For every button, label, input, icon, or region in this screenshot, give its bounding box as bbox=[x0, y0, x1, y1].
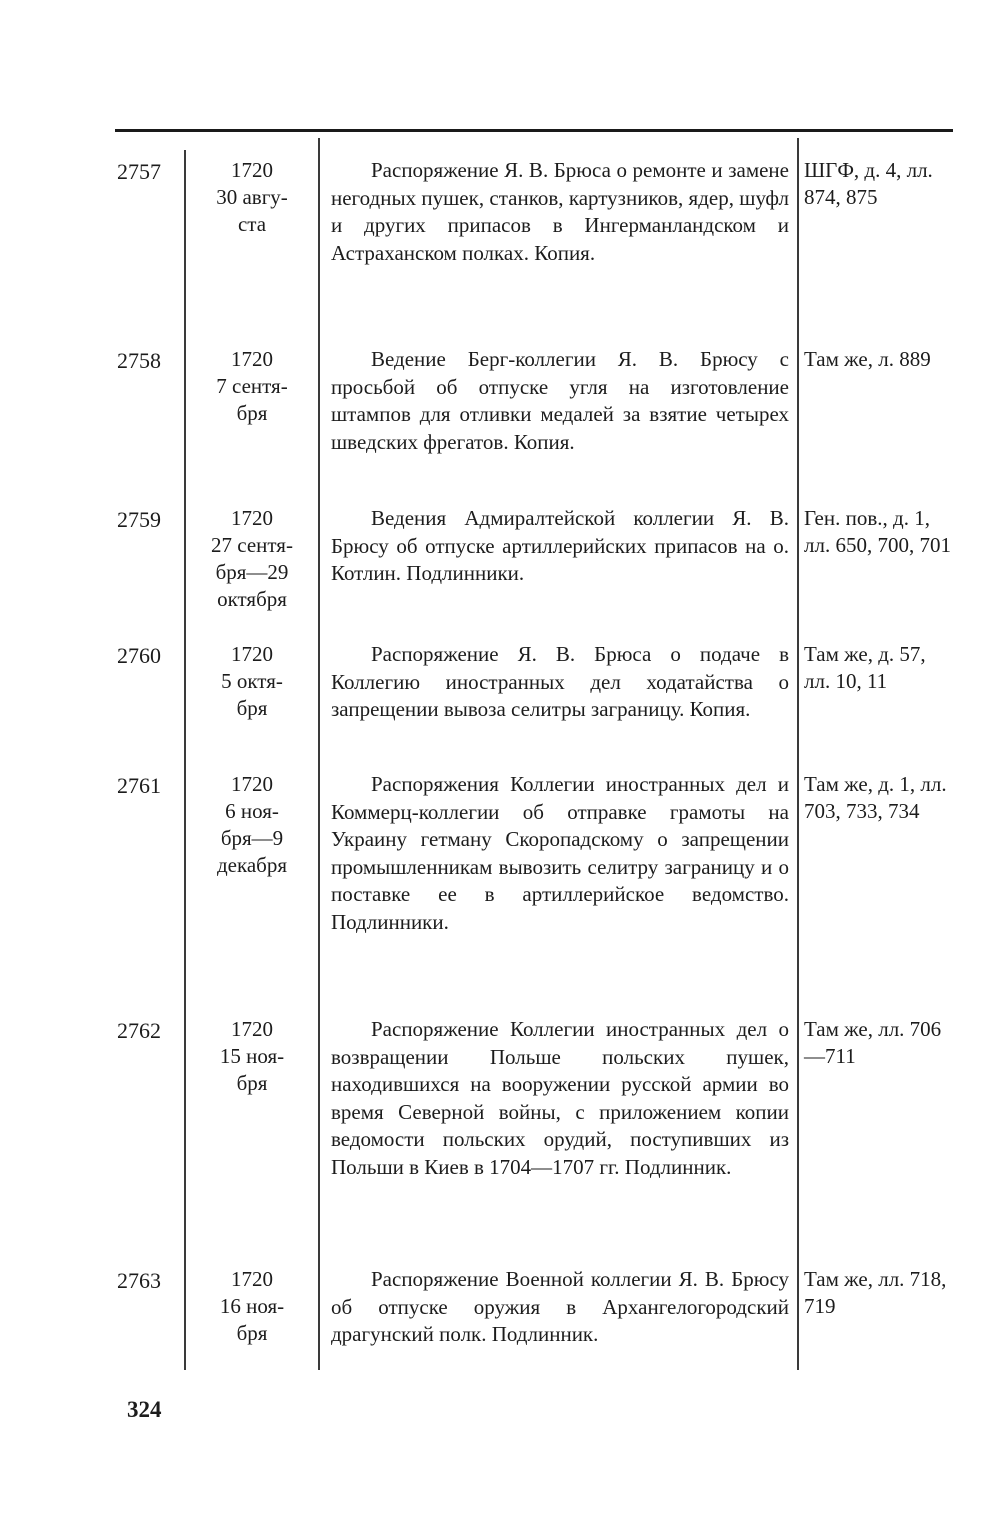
entry-date-line: бря bbox=[236, 1071, 268, 1095]
entry-date-line: 1720 bbox=[231, 1017, 273, 1041]
entry-source: Там же, л. 889 bbox=[804, 347, 931, 371]
entry-date bbox=[190, 641, 314, 722]
entry-description: Ведения Адмиралтейской коллегии Я. В. Брюсу об отпуске артиллерийских припасов на о. Котлин. Подлинники. bbox=[331, 506, 789, 585]
entry-description: Распоряжение Коллегии иностранных дел о возвращении Польше польских пушек, находившихся на вооружении русской армии во время Северной войны, с приложением копии ведомости польских орудий, поступивших из Польши в Киев в 1704—1707 гг. Подлинник. bbox=[331, 1017, 789, 1179]
entry-date-line: 1720 bbox=[231, 1267, 273, 1291]
entry-date-line: бря—29 bbox=[215, 560, 289, 584]
entry-date-line: 15 ноя- bbox=[219, 1044, 285, 1068]
column-divider-description-source bbox=[797, 138, 799, 1370]
entry-date-line: 1720 bbox=[231, 642, 273, 666]
entry-date bbox=[190, 505, 314, 613]
entry-date bbox=[190, 1016, 314, 1097]
column-divider-number-date bbox=[184, 150, 186, 1370]
entry-number: 2763 bbox=[117, 1268, 161, 1293]
entry-date-line: 1720 bbox=[231, 158, 273, 182]
entry-date-line: 5 октя- bbox=[221, 669, 283, 693]
entry-number: 2759 bbox=[117, 507, 161, 532]
entry-number: 2761 bbox=[117, 773, 161, 798]
top-rule bbox=[115, 129, 953, 132]
entry-source: ШГФ, д. 4, лл. 874, 875 bbox=[804, 158, 933, 209]
entry-date-line: ста bbox=[237, 212, 267, 236]
entry-date bbox=[190, 346, 314, 427]
page-number: 324 bbox=[127, 1397, 162, 1422]
entry-source: Там же, д. 1, лл. 703, 733, 734 bbox=[804, 772, 947, 823]
entry-date-line: 1720 bbox=[231, 347, 273, 371]
entry-number: 2758 bbox=[117, 348, 161, 373]
entry-date-line: декабря bbox=[216, 853, 288, 877]
entry-date-line: бря bbox=[236, 401, 268, 425]
column-divider-date-description bbox=[318, 138, 320, 1370]
entry-source: Ген. пов., д. 1, лл. 650, 700, 701 bbox=[804, 506, 951, 557]
entry-description: Распоряжения Коллегии иностранных дел и Коммерц-коллегии об отправке грамоты на Украину гетману Скоропадскому о запрещении промышленникам вывозить селитру заграницу и о поставке ее в артиллерийское ведомство. Подлинники. bbox=[331, 772, 789, 934]
entry-date-line: 7 сентя- bbox=[216, 374, 288, 398]
entry-source: Там же, д. 57, лл. 10, 11 bbox=[804, 642, 926, 693]
entry-date-line: 27 сентя- bbox=[211, 533, 293, 557]
entry-description: Распоряжение Я. В. Брюса о подаче в Коллегию иностранных дел ходатайства о запрещении вывоза селитры заграницу. Копия. bbox=[331, 642, 789, 721]
entry-date-line: бря bbox=[236, 696, 268, 720]
entry-description: Ведение Берг-коллегии Я. В. Брюсу с просьбой об отпуске угля на изготовление штампов для отливки медалей за взятие четырех шведских фрегатов. Копия. bbox=[331, 347, 789, 454]
entry-date-line: октября bbox=[217, 587, 287, 611]
entry-number: 2757 bbox=[117, 159, 161, 184]
entry-date bbox=[190, 1266, 314, 1347]
entry-description: Распоряжение Военной коллегии Я. В. Брюсу об отпуске оружия в Архангелогородский драгунский полк. Подлинник. bbox=[331, 1267, 789, 1346]
entry-date bbox=[190, 157, 314, 238]
entry-date-line: 1720 bbox=[231, 772, 273, 796]
entry-date-line: 6 ноя- bbox=[225, 799, 279, 823]
entry-date bbox=[190, 771, 314, 879]
entry-date-line: 16 ноя- bbox=[219, 1294, 285, 1318]
entry-date-line: бря bbox=[236, 1321, 268, 1345]
entry-number: 2760 bbox=[117, 643, 161, 668]
entry-number: 2762 bbox=[117, 1018, 161, 1043]
entry-date-line: бря—9 bbox=[220, 826, 284, 850]
entry-date-line: 1720 bbox=[231, 506, 273, 530]
entry-date-line: 30 авгу- bbox=[216, 185, 288, 209]
entry-description: Распоряжение Я. В. Брюса о ремонте и замене негодных пушек, станков, картузников, ядер, шуфл и других припасов в Ингерманландском и Астраханском полках. Копия. bbox=[331, 158, 789, 265]
entry-source: Там же, лл. 718, 719 bbox=[804, 1267, 947, 1318]
entry-source: Там же, лл. 706—711 bbox=[804, 1017, 942, 1068]
